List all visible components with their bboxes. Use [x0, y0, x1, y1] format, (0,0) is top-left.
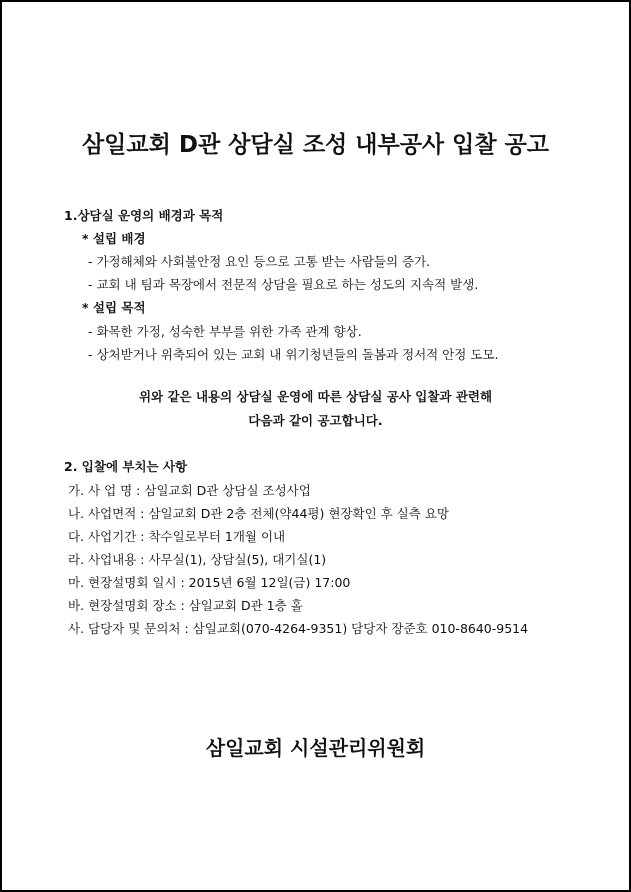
subheading-background: * 설립 배경	[82, 231, 146, 246]
list-item: 다. 사업기간 : 착수일로부터 1개월 이내	[68, 529, 286, 544]
list-item: - 교회 내 팀과 목장에서 전문적 상담을 필요로 하는 성도의 지속적 발생.	[88, 277, 479, 292]
notice-line: 다음과 같이 공고합니다.	[248, 413, 383, 428]
subheading-purpose: * 설립 목적	[82, 300, 146, 315]
section1-heading: 1.상담실 운영의 배경과 목적	[64, 208, 224, 223]
list-item: 가. 사 업 명 : 삼일교회 D관 상담실 조성사업	[68, 483, 311, 498]
notice-line: 위와 같은 내용의 상담실 운영에 따른 상담실 공사 입찰과 관련해	[138, 389, 493, 404]
list-item: - 상처받거나 위축되어 있는 교회 내 위기청년들의 돌봄과 정서적 안정 도모.	[88, 347, 499, 362]
list-item: 바. 현장설명회 장소 : 삼일교회 D관 1층 홀	[68, 598, 303, 613]
list-item: 나. 사업면적 : 삼일교회 D관 2층 전체(약44평) 현장확인 후 실측 요망	[68, 506, 449, 521]
section2-heading: 2. 입찰에 부치는 사항	[64, 459, 188, 474]
list-item: 마. 현장설명회 일시 : 2015년 6월 12일(금) 17:00	[68, 575, 351, 590]
issuer-signature: 삼일교회 시설관리위원회	[205, 736, 426, 760]
document-title: 삼일교회 D관 상담실 조성 내부공사 입찰 공고	[81, 132, 550, 158]
list-item: 사. 담당자 및 문의처 : 삼일교회(070-4264-9351) 담당자 장준호 010-8640-9514	[68, 621, 529, 636]
list-item: 라. 사업내용 : 사무실(1), 상담실(5), 대기실(1)	[68, 552, 327, 567]
list-item: - 가정해체와 사회불안정 요인 등으로 고통 받는 사람들의 증가.	[88, 254, 431, 269]
list-item: - 화목한 가정, 성숙한 부부를 위한 가족 관계 향상.	[88, 324, 362, 339]
